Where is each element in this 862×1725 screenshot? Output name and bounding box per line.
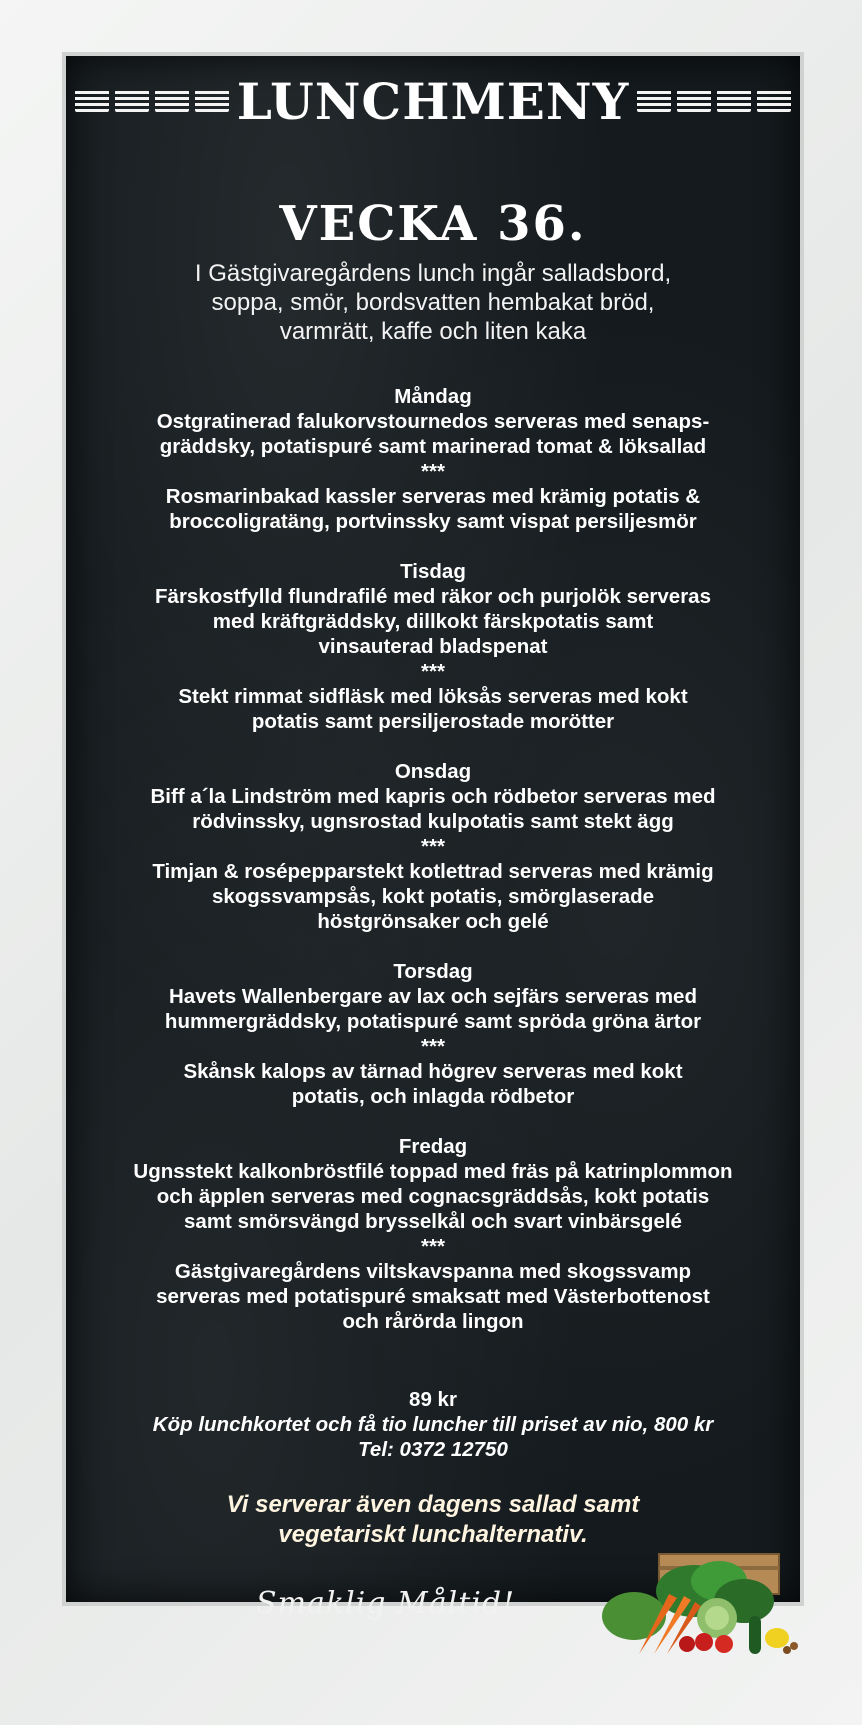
salad-vegetarian-note — [66, 1490, 800, 1550]
dish-line: Ostgratinerad falukorvstournedos serveras med senaps- — [156, 410, 710, 433]
separator: *** — [421, 835, 445, 858]
separator: *** — [421, 1235, 445, 1258]
pricing — [66, 1387, 800, 1462]
intro-text — [106, 259, 760, 346]
intro-line: I Gästgivaregårdens lunch ingår salladsbord, — [194, 260, 672, 287]
intro-line: soppa, smör, bordsvatten hembakat bröd, — [211, 289, 655, 316]
dish-line: Timjan & rosépepparstekt kotlettrad serveras med krämig — [152, 860, 714, 883]
extra-line: Vi serverar även dagens sallad samt — [226, 1491, 640, 1518]
day-name: Torsdag — [393, 960, 473, 983]
dish-line: vinsauterad bladspenat — [318, 635, 548, 658]
dish-line: serveras med potatispuré smaksatt med Västerbottenost — [156, 1285, 710, 1308]
intro-line: varmrätt, kaffe och liten kaka — [279, 318, 587, 345]
day-name: Måndag — [394, 385, 472, 408]
phone-number: Tel: 0372 12750 — [358, 1438, 508, 1461]
day-thursday — [66, 959, 800, 1109]
dish-line: Biff a´la Lindström med kapris och rödbetor serveras med — [150, 785, 716, 808]
dish-line: potatis samt persiljerostade morötter — [251, 710, 615, 733]
day-friday — [66, 1134, 800, 1334]
dish-line: rödvinssky, ugnsrostad kulpotatis samt stekt ägg — [192, 810, 674, 833]
separator: *** — [421, 660, 445, 683]
day-name: Tisdag — [400, 560, 466, 583]
extra-line: vegetariskt lunchalternativ. — [278, 1521, 588, 1548]
vegetable-crate-illustration — [599, 1546, 799, 1656]
left-chalk-dashes — [75, 90, 229, 112]
dish-line: Skånsk kalops av tärnad högrev serveras med kokt — [183, 1060, 683, 1083]
closing-greeting: Smaklig Måltid! — [256, 1586, 516, 1621]
dish-line: Rosmarinbakad kassler serveras med krämig potatis & — [165, 485, 701, 508]
separator: *** — [421, 460, 445, 483]
dish-line: höstgrönsaker och gelé — [317, 910, 549, 933]
dish-line: Stekt rimmat sidfläsk med löksås serveras med kokt — [178, 685, 688, 708]
day-monday — [66, 384, 800, 534]
day-tuesday — [66, 559, 800, 734]
dish-line: Ugnsstekt kalkonbröstfilé toppad med fräs på katrinplommon — [133, 1160, 733, 1183]
dish-line: potatis, och inlagda rödbetor — [291, 1085, 575, 1108]
dish-line: skogssvampsås, kokt potatis, smörglaserade — [211, 885, 655, 908]
price: 89 kr — [409, 1388, 457, 1411]
dish-line: Gästgivaregårdens viltskavspanna med skogssvamp — [174, 1260, 692, 1283]
day-name: Onsdag — [394, 760, 472, 783]
right-chalk-dashes — [637, 90, 791, 112]
day-wednesday — [66, 759, 800, 934]
day-name: Fredag — [398, 1135, 468, 1158]
dish-line: och äpplen serveras med cognacsgräddsås, kokt potatis — [156, 1185, 710, 1208]
dish-line: samt smörsvängd brysselkål och svart vinbärsgelé — [184, 1210, 682, 1233]
weekly-menu — [66, 384, 800, 1359]
title-row — [66, 66, 800, 136]
chalkboard-menu — [66, 56, 800, 1621]
dish-line: och rårörda lingon — [342, 1310, 524, 1333]
menu-title: LUNCHMENY — [236, 71, 630, 131]
lunch-card-offer: Köp lunchkortet och få tio luncher till priset av nio, 800 kr — [152, 1413, 714, 1436]
dish-line: hummergräddsky, potatispuré samt spröda gröna ärtor — [164, 1010, 702, 1033]
dish-line: Färskostfylld flundrafilé med räkor och purjolök serveras — [155, 585, 711, 608]
dish-line: gräddsky, potatispuré samt marinerad tomat & löksallad — [159, 435, 707, 458]
dish-line: Havets Wallenbergare av lax och sejfärs serveras med — [169, 985, 697, 1008]
dish-line: med kräftgräddsky, dillkokt färskpotatis samt — [212, 610, 654, 633]
week-heading: VECKA 36. — [279, 196, 587, 252]
dish-line: broccoligratäng, portvinssky samt vispat persiljesmör — [169, 510, 697, 533]
separator: *** — [421, 1035, 445, 1058]
